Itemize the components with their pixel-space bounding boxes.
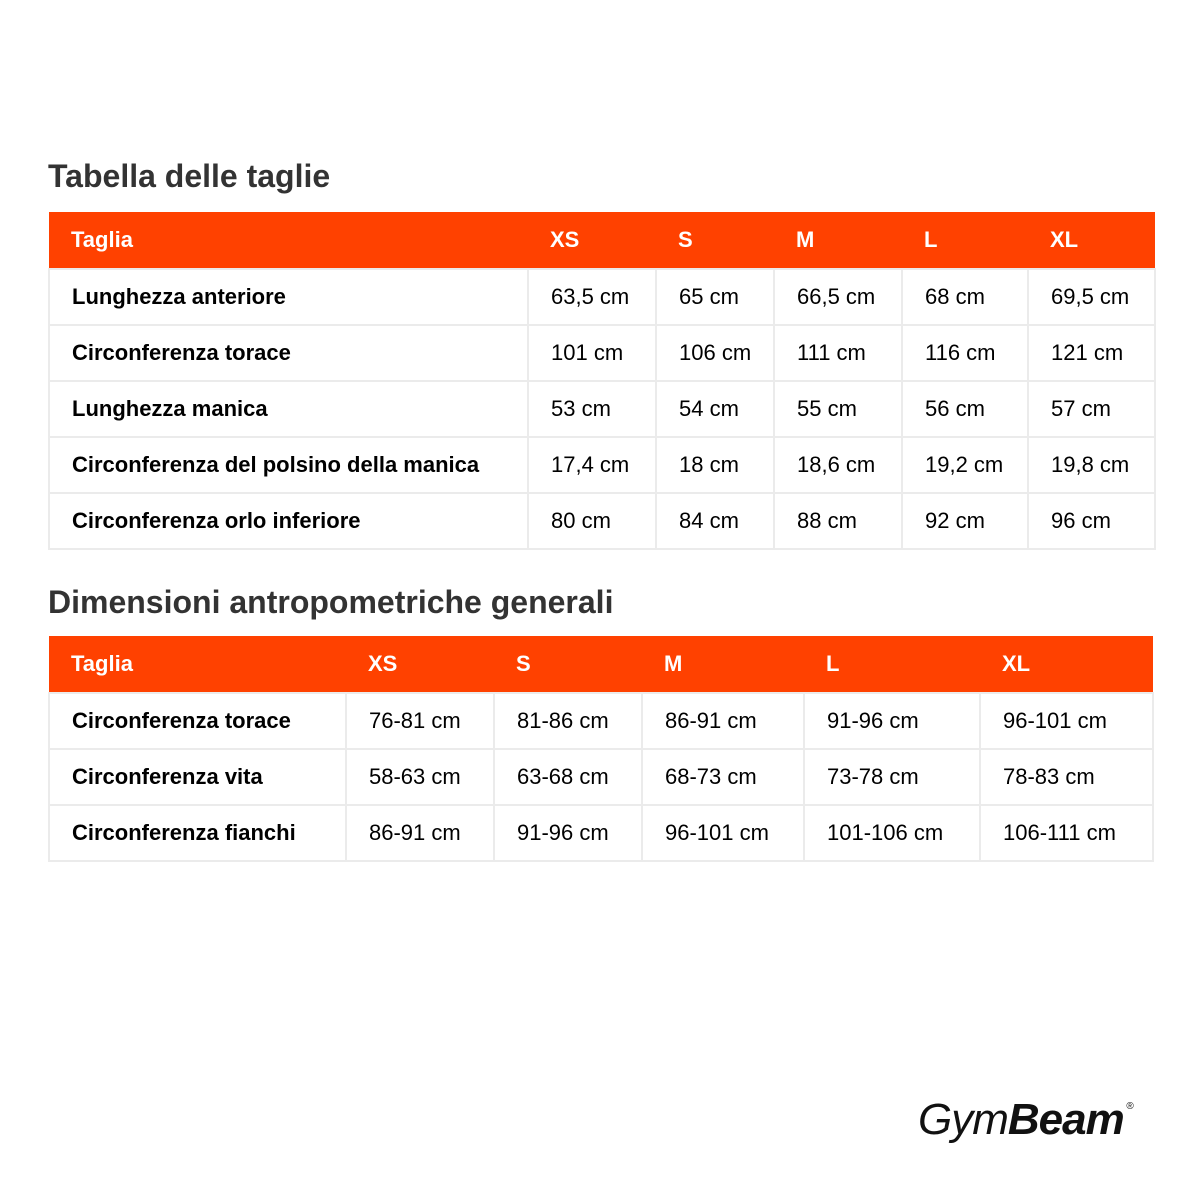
table-row bbox=[49, 381, 1155, 437]
size-table-title: Tabella delle taglie bbox=[48, 158, 331, 194]
table-cell: 121 cm bbox=[1028, 325, 1155, 381]
table-cell: 69,5 cm bbox=[1028, 269, 1155, 325]
header-cell-xl: XL bbox=[1028, 212, 1155, 269]
header-cell-s: S bbox=[656, 212, 774, 269]
table-cell: 78-83 cm bbox=[980, 749, 1153, 805]
table-cell: 55 cm bbox=[774, 381, 902, 437]
row-label: Circonferenza del polsino della manica bbox=[49, 437, 528, 493]
header-cell-l: L bbox=[804, 636, 980, 693]
row-label: Lunghezza manica bbox=[49, 381, 528, 437]
table-cell: 101-106 cm bbox=[804, 805, 980, 861]
table-cell: 86-91 cm bbox=[346, 805, 494, 861]
table-cell: 66,5 cm bbox=[774, 269, 902, 325]
table-cell: 73-78 cm bbox=[804, 749, 980, 805]
logo-text-gym: Gym bbox=[918, 1095, 1008, 1144]
header-cell-s: S bbox=[494, 636, 642, 693]
row-label: Lunghezza anteriore bbox=[49, 269, 528, 325]
table-cell: 84 cm bbox=[656, 493, 774, 549]
body-measurements-title: Dimensioni antropometriche generali bbox=[48, 584, 614, 620]
table-cell: 56 cm bbox=[902, 381, 1028, 437]
registered-mark: ® bbox=[1126, 1101, 1134, 1112]
table-cell: 53 cm bbox=[528, 381, 656, 437]
table-cell: 17,4 cm bbox=[528, 437, 656, 493]
table-cell: 92 cm bbox=[902, 493, 1028, 549]
table-cell: 91-96 cm bbox=[804, 693, 980, 749]
table-cell: 68-73 cm bbox=[642, 749, 804, 805]
logo-text-beam: Beam bbox=[1007, 1095, 1124, 1144]
table-row bbox=[49, 269, 1155, 325]
table-cell: 76-81 cm bbox=[346, 693, 494, 749]
header-cell-m: M bbox=[774, 212, 902, 269]
table-cell: 96-101 cm bbox=[642, 805, 804, 861]
table-cell: 81-86 cm bbox=[494, 693, 642, 749]
header-cell-size: Taglia bbox=[49, 636, 346, 693]
header-cell-m: M bbox=[642, 636, 804, 693]
table-row bbox=[49, 749, 1153, 805]
table-cell: 86-91 cm bbox=[642, 693, 804, 749]
table-row bbox=[49, 493, 1155, 549]
body-measurements-table bbox=[48, 636, 1154, 862]
table-row bbox=[49, 805, 1153, 861]
table-cell: 80 cm bbox=[528, 493, 656, 549]
row-label: Circonferenza orlo inferiore bbox=[49, 493, 528, 549]
table-header-row bbox=[49, 636, 1153, 693]
table-cell: 19,8 cm bbox=[1028, 437, 1155, 493]
table-cell: 63-68 cm bbox=[494, 749, 642, 805]
table-cell: 18,6 cm bbox=[774, 437, 902, 493]
table-cell: 101 cm bbox=[528, 325, 656, 381]
table-cell: 57 cm bbox=[1028, 381, 1155, 437]
table-cell: 111 cm bbox=[774, 325, 902, 381]
table-cell: 106 cm bbox=[656, 325, 774, 381]
size-table bbox=[48, 212, 1156, 550]
table-cell: 91-96 cm bbox=[494, 805, 642, 861]
table-cell: 96-101 cm bbox=[980, 693, 1153, 749]
table-cell: 68 cm bbox=[902, 269, 1028, 325]
gymbeam-logo bbox=[918, 1095, 1134, 1144]
table-cell: 58-63 cm bbox=[346, 749, 494, 805]
header-cell-xs: XS bbox=[346, 636, 494, 693]
row-label: Circonferenza fianchi bbox=[49, 805, 346, 861]
header-cell-xs: XS bbox=[528, 212, 656, 269]
table-header-row bbox=[49, 212, 1155, 269]
table-cell: 19,2 cm bbox=[902, 437, 1028, 493]
row-label: Circonferenza torace bbox=[49, 693, 346, 749]
table-row bbox=[49, 325, 1155, 381]
table-cell: 63,5 cm bbox=[528, 269, 656, 325]
row-label: Circonferenza torace bbox=[49, 325, 528, 381]
table-cell: 18 cm bbox=[656, 437, 774, 493]
table-cell: 88 cm bbox=[774, 493, 902, 549]
header-cell-size: Taglia bbox=[49, 212, 528, 269]
header-cell-xl: XL bbox=[980, 636, 1153, 693]
table-cell: 96 cm bbox=[1028, 493, 1155, 549]
table-cell: 106-111 cm bbox=[980, 805, 1153, 861]
table-cell: 116 cm bbox=[902, 325, 1028, 381]
table-row bbox=[49, 437, 1155, 493]
table-cell: 54 cm bbox=[656, 381, 774, 437]
table-cell: 65 cm bbox=[656, 269, 774, 325]
header-cell-l: L bbox=[902, 212, 1028, 269]
table-row bbox=[49, 693, 1153, 749]
row-label: Circonferenza vita bbox=[49, 749, 346, 805]
